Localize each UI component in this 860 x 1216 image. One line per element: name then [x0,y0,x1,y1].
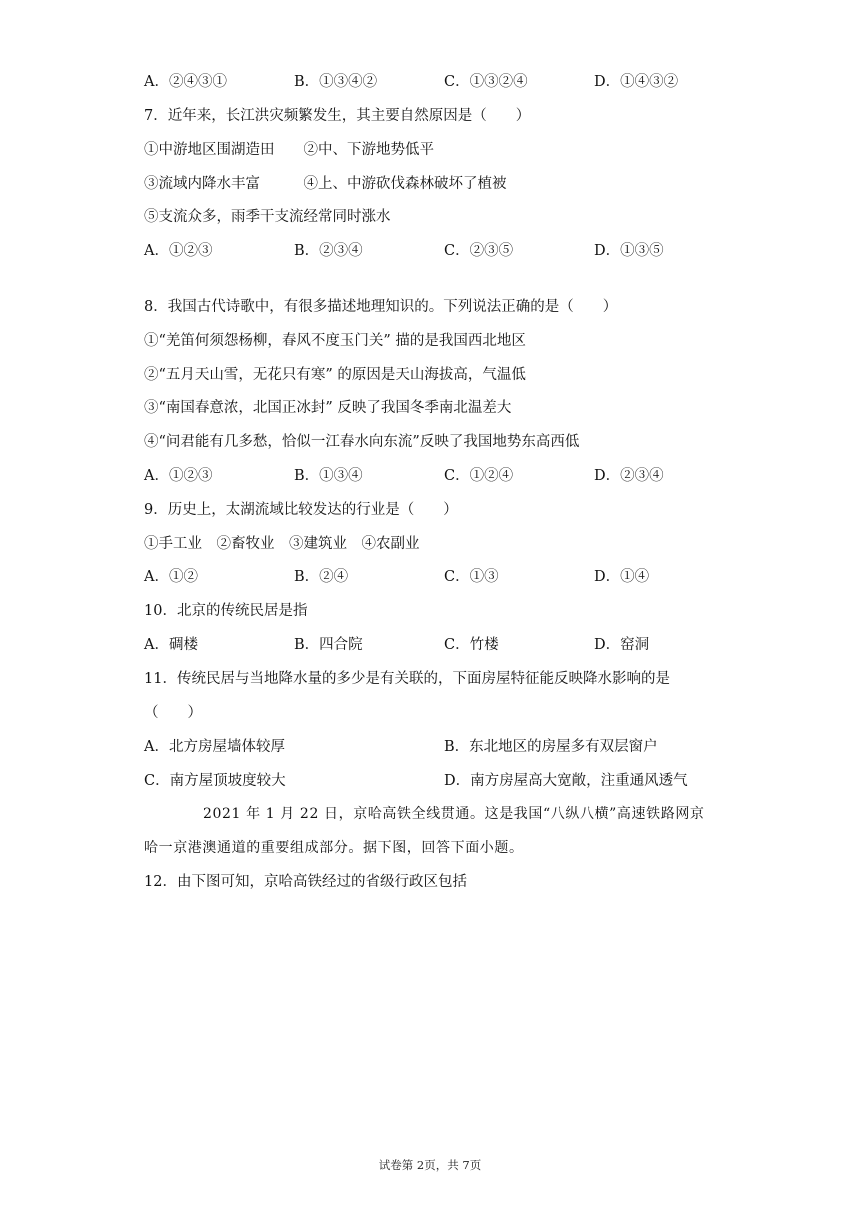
q12-stem: 12．由下图可知，京哈高铁经过的省级行政区包括 [144,874,467,890]
q8-stem: 8．我国古代诗歌中，有很多描述地理知识的。下列说法正确的是（ ） [144,299,618,315]
q10-option-d: D．窑洞 [594,637,650,653]
q8-item: ①“羌笛何须怨杨柳，春风不度玉门关” 描的是我国西北地区 [144,333,526,349]
passage-line: 哈一京港澳通道的重要组成部分。据下图，回答下面小题。 [144,840,524,856]
q10-option-b: B．四合院 [294,637,363,653]
q7-option-b: B．②③④ [294,243,363,259]
q9-option-a: A．①② [144,569,198,585]
q7-option-c: C．②③⑤ [444,243,514,259]
q11-option-c: C．南方屋顶坡度较大 [144,773,286,789]
q11-stem: 11．传统民居与当地降水量的多少是有关联的，下面房屋特征能反映降水影响的是 [144,671,670,687]
q10-stem: 10．北京的传统民居是指 [144,603,308,619]
q11-option-b: B．东北地区的房屋多有双层窗户 [444,739,658,755]
q9-option-b: B．②④ [294,569,349,585]
q9-option-c: C．①③ [444,569,499,585]
q8-item: ④“问君能有几多愁，恰似一江春水向东流”反映了我国地势东高西低 [144,434,580,450]
passage-line: 2021 年 1 月 22 日，京哈高铁全线贯通。这是我国“八纵八横”高速铁路网京 [203,806,705,822]
q10-option-c: C．竹楼 [444,637,499,653]
q7-item: ③流域内降水丰富 ④上、中游砍伐森林破坏了植被 [144,176,507,192]
q11-option-a: A．北方房屋墙体较厚 [144,739,285,755]
q10-option-a: A．碉楼 [144,637,198,653]
page-footer: 试卷第 2页，共 7页 [378,1158,482,1172]
q9-stem: 9．历史上，太湖流域比较发达的行业是（ ） [144,502,458,518]
q9-item: ①手工业 ②畜牧业 ③建筑业 ④农副业 [144,536,420,552]
q8-option-c: C．①②④ [444,468,514,484]
q6-option-b: B．①③④② [294,74,378,90]
q8-item: ③“南国春意浓，北国正冰封” 反映了我国冬季南北温差大 [144,400,512,416]
q7-option-a: A．①②③ [144,243,213,259]
q7-stem: 7．近年来，长江洪灾频繁发生，其主要自然原因是（ ） [144,108,531,124]
q6-option-a: A．②④③① [144,74,227,90]
q6-option-d: D．①④③② [594,74,679,90]
q11-stem-cont: （ ） [144,705,202,721]
q8-option-a: A．①②③ [144,468,213,484]
q7-option-d: D．①③⑤ [594,243,664,259]
q8-option-b: B．①③④ [294,468,363,484]
q7-item: ①中游地区围湖造田 ②中、下游地势低平 [144,142,434,158]
q7-item: ⑤支流众多，雨季干支流经常同时涨水 [144,209,391,225]
q6-option-c: C．①③②④ [444,74,528,90]
q9-option-d: D．①④ [594,569,650,585]
q8-option-d: D．②③④ [594,468,664,484]
q11-option-d: D．南方房屋高大宽敞，注重通风透气 [444,773,688,789]
q8-item: ②“五月天山雪，无花只有寒” 的原因是天山海拔高，气温低 [144,367,526,383]
